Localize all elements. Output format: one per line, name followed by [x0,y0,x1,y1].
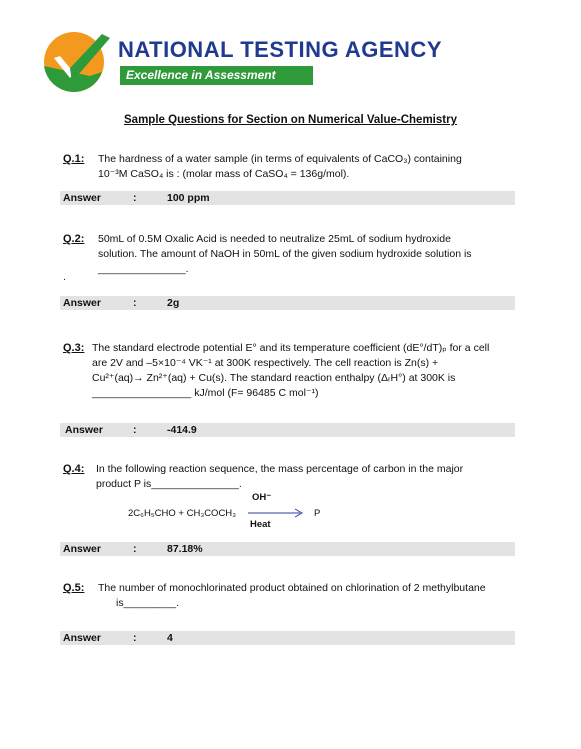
condition: Heat [250,519,271,530]
q3-line: are 2V and –5×10⁻⁴ VK⁻¹ at 300K respectively. The cell reaction is Zn(s) + [92,357,439,369]
q4-line: In the following reaction sequence, the mass percentage of carbon in the major [96,463,464,475]
answer-label: Answer [63,192,101,204]
answer-value: 4 [167,632,173,644]
reaction-scheme [128,491,388,531]
q2-answer-bar [60,296,515,310]
answer-label: Answer [63,543,101,555]
logo-mark-icon [40,28,112,94]
answer-separator: : [133,192,137,204]
q1-line: 10⁻³M CaSO₄ is : (molar mass of CaSO₄ = 136g/mol). [98,168,350,180]
q2-line: _______________. [98,263,189,275]
q5-answer-bar [60,631,515,645]
answer-label: Answer [63,297,101,309]
q2-line: 50mL of 0.5M Oxalic Acid is needed to neutralize 25mL of sodium hydroxide [98,233,451,245]
q1-text [98,152,514,182]
q4-line: product P is_______________. [96,478,242,490]
org-tagline: Excellence in Assessment [120,66,313,85]
q5-text [98,581,514,611]
reactants: 2C₆H₅CHO + CH₃COCH₃ [128,508,237,519]
reaction-arrow-icon [248,508,304,518]
nta-logo [40,28,112,94]
product: P [314,508,321,519]
q2-text [98,232,514,277]
q4-answer-bar [60,542,515,556]
stray-mark: . [63,271,66,283]
q4-label: Q.4: [63,463,85,475]
answer-value: 100 ppm [167,192,210,204]
reagent: OH⁻ [252,492,272,503]
q3-label: Q.3: [63,342,85,354]
q2-label: Q.2: [63,233,85,245]
q3-text [92,341,514,401]
q5-line: The number of monochlorinated product obtained on chlorination of 2 methylbutane [98,582,486,594]
q3-line: Cu²⁺(aq)→ Zn²⁺(aq) + Cu(s). The standard reaction enthalpy (ΔᵣH°) at 300K is [92,372,456,384]
org-name: NATIONAL TESTING AGENCY [118,37,442,62]
q2-line: solution. The amount of NaOH in 50mL of the given sodium hydroxide solution is [98,248,472,260]
answer-value: 2g [167,297,180,309]
answer-label: Answer [63,632,101,644]
q3-line: _________________ kJ/mol (F= 96485 C mol⁻¹) [92,387,319,399]
q5-line: is_________. [116,597,180,609]
answer-separator: : [133,543,137,555]
answer-value: 87.18% [167,543,203,555]
q1-line: The hardness of a water sample (in terms of equivalents of CaCO₃) containing [98,153,462,165]
answer-value: -414.9 [167,424,197,436]
answer-label: Answer [65,424,103,436]
answer-separator: : [133,424,137,436]
answer-separator: : [133,297,137,309]
q1-label: Q.1: [63,153,85,165]
answer-separator: : [133,632,137,644]
q3-answer-bar [60,423,515,437]
q1-answer-bar [60,191,515,205]
q5-label: Q.5: [63,582,85,594]
document-title: Sample Questions for Section on Numerical Value-Chemistry [124,114,457,126]
q4-text [96,462,514,492]
q3-line: The standard electrode potential E° and its temperature coefficient (dE°/dT)ₚ for a cell [92,342,490,354]
